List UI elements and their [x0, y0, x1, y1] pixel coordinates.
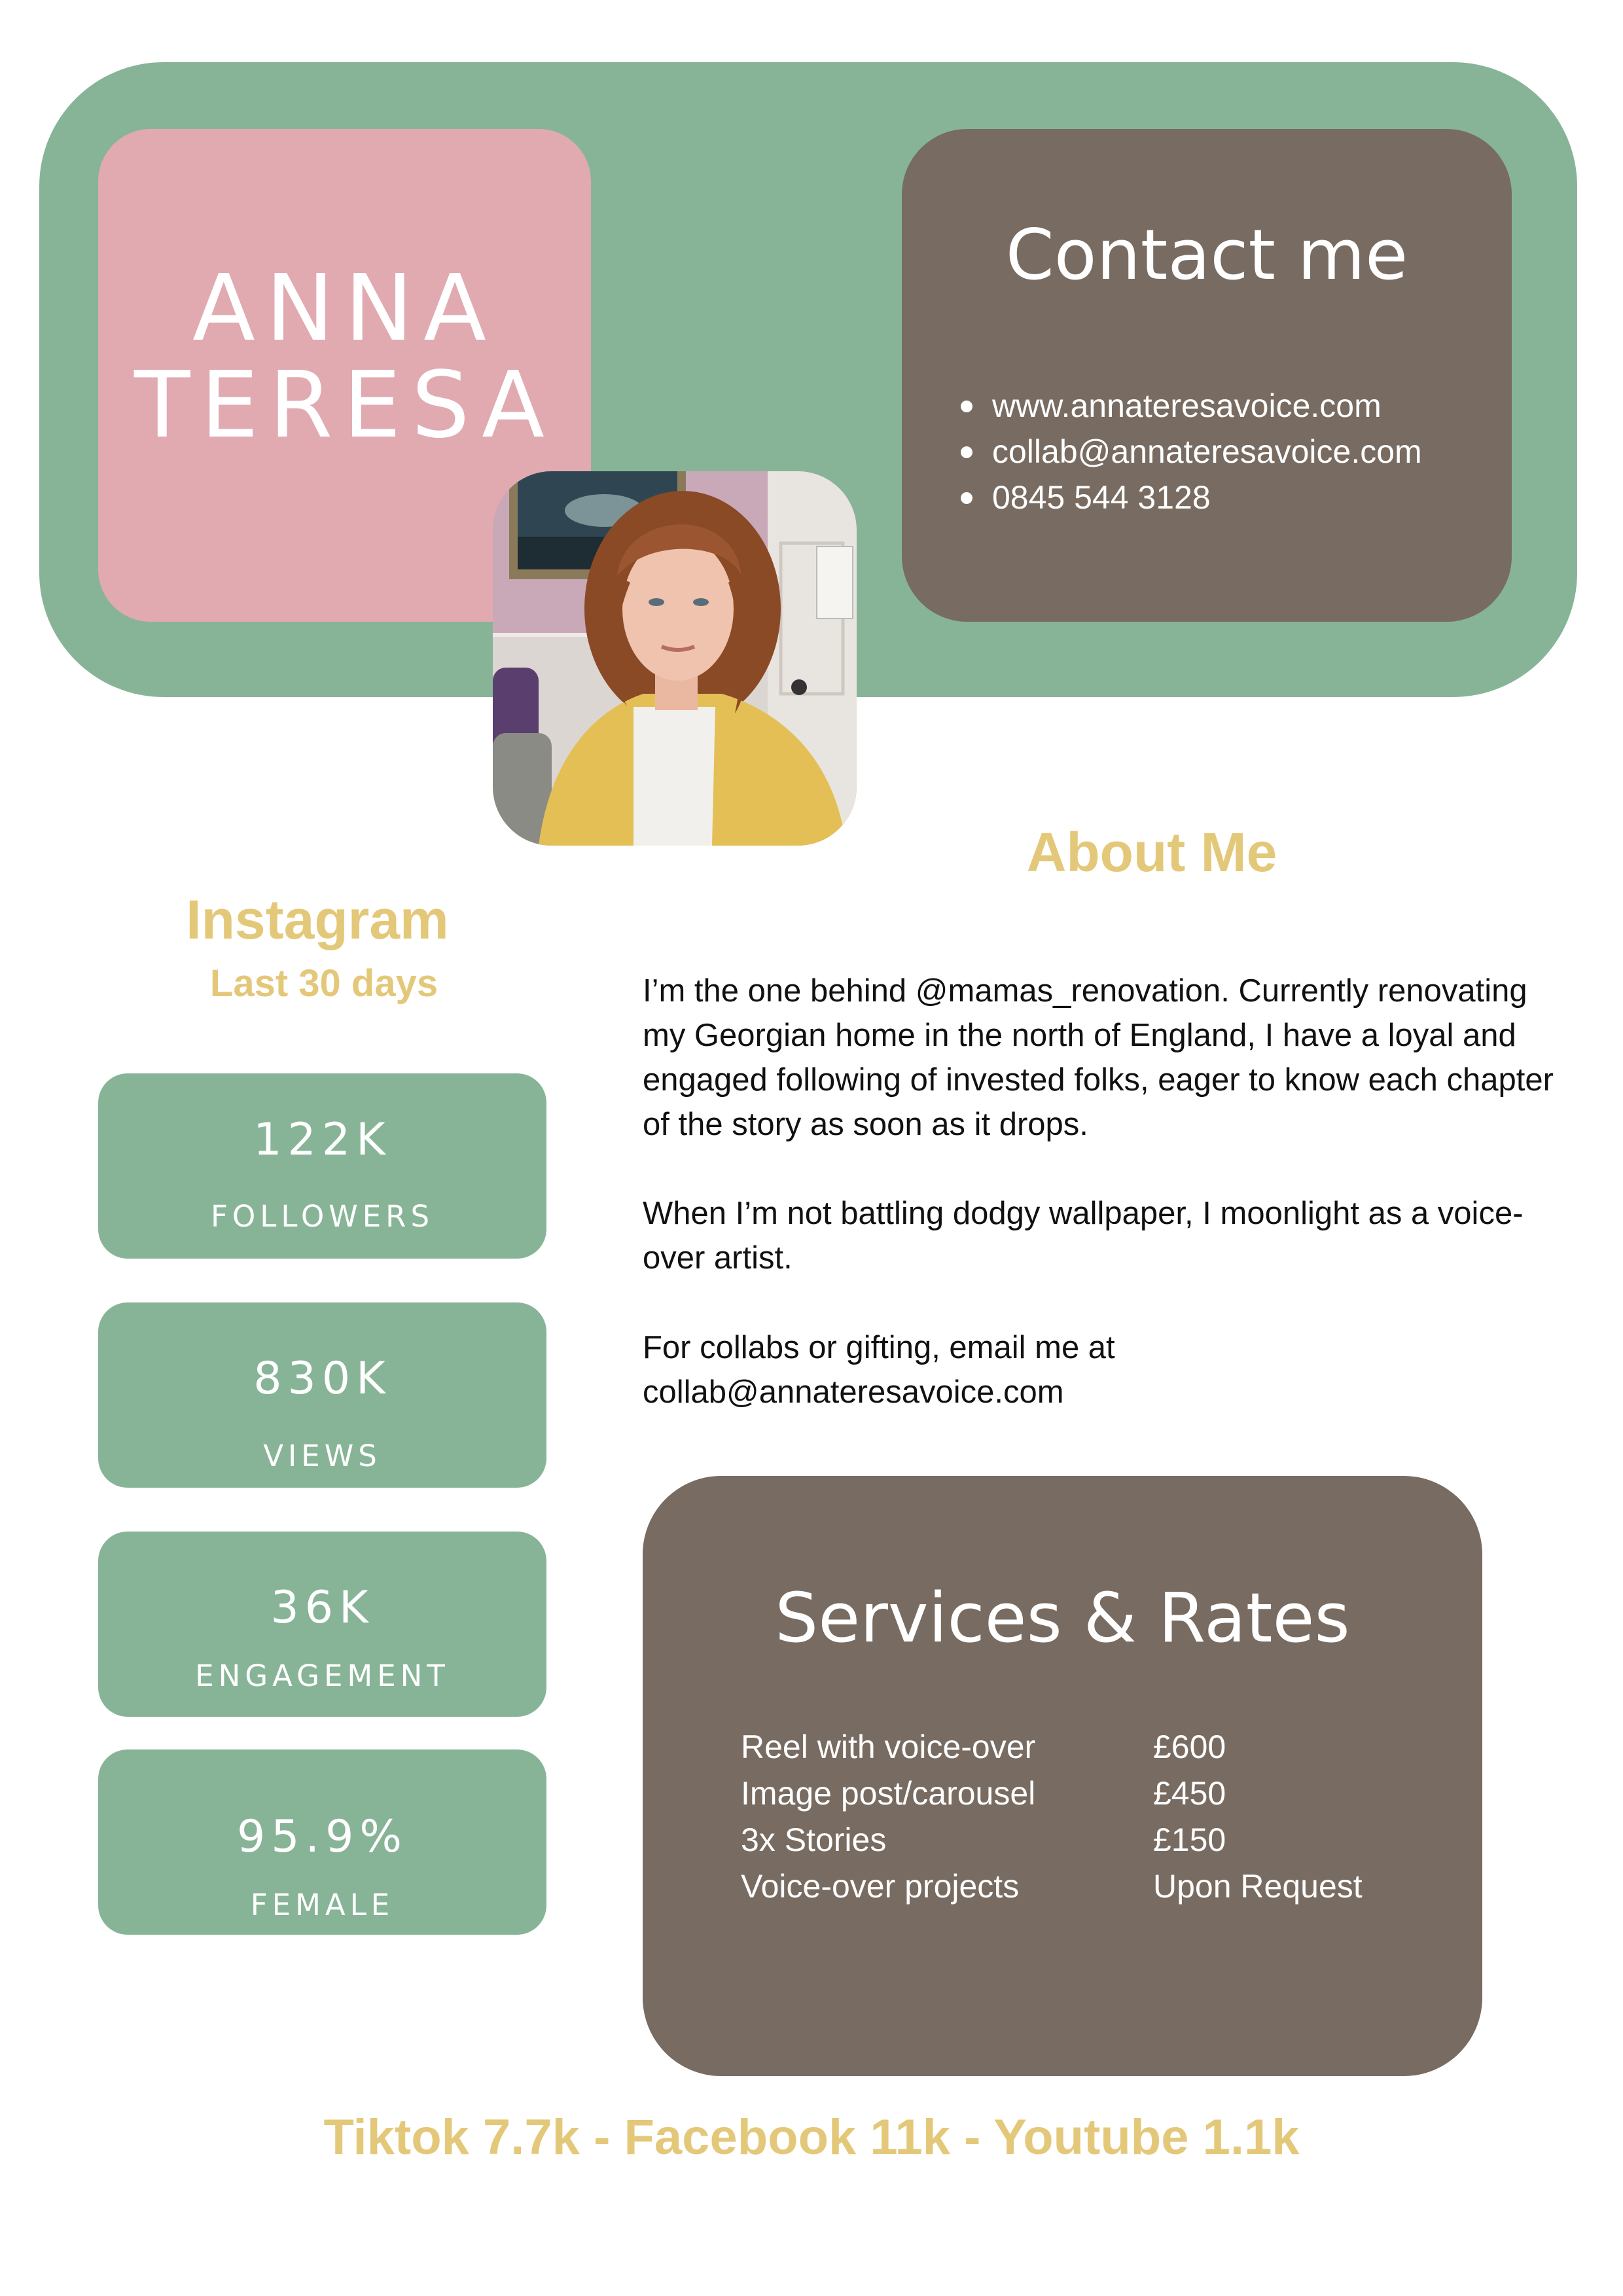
instagram-title: Instagram	[186, 889, 449, 950]
rate-service: Image post/carousel	[741, 1775, 1036, 1812]
stat-card-female	[98, 1749, 546, 1935]
stat-card-followers	[98, 1073, 546, 1259]
stat-label: FOLLOWERS	[210, 1199, 435, 1234]
stat-value: 830K	[253, 1353, 391, 1405]
stat-value: 122K	[253, 1114, 391, 1166]
instagram-subtitle: Last 30 days	[209, 962, 438, 1005]
about-paragraph-1: I’m the one behind @mamas_renovation. Currently renovating my Georgian home in the north of England, I have a loyal and engaged following of invested folks, eager to know each chapter of the story as soon as it drops.	[643, 973, 1554, 1142]
stat-card-views	[98, 1302, 546, 1488]
rate-price: Upon Request	[1153, 1868, 1363, 1905]
about-paragraph-2: When I’m not battling dodgy wallpaper, I moonlight as a voice-over artist.	[643, 1196, 1524, 1276]
name-first: ANNA	[192, 255, 497, 362]
bullet-icon	[961, 492, 972, 504]
stat-label: FEMALE	[250, 1888, 395, 1922]
services-title: Services & Rates	[775, 1578, 1350, 1658]
about-title: About Me	[1026, 821, 1277, 883]
contact-title: Contact me	[1005, 215, 1408, 295]
stat-value: 95.9%	[236, 1811, 408, 1863]
rate-service: 3x Stories	[741, 1821, 887, 1858]
bullet-icon	[961, 401, 972, 412]
stat-label: VIEWS	[263, 1439, 382, 1473]
bullet-icon	[961, 446, 972, 458]
stat-card-engagement	[98, 1532, 546, 1717]
contact-list	[961, 383, 1422, 520]
rate-service: Voice-over projects	[741, 1868, 1020, 1905]
contact-card	[902, 129, 1512, 622]
about-paragraph-3: For collabs or gifting, email me at collab@annateresavoice.com	[643, 1330, 1115, 1410]
services-card	[643, 1476, 1482, 2076]
contact-website[interactable]: www.annateresavoice.com	[961, 383, 1422, 429]
rate-price: £600	[1153, 1729, 1226, 1765]
rate-price: £450	[1153, 1775, 1226, 1812]
contact-phone[interactable]: 0845 544 3128	[961, 475, 1422, 520]
contact-email[interactable]: collab@annateresavoice.com	[961, 429, 1422, 475]
footer-socials: Tiktok 7.7k - Facebook 11k - Youtube 1.1k	[323, 2109, 1300, 2165]
stat-label: ENGAGEMENT	[195, 1659, 450, 1693]
name-last: TERESA	[134, 352, 555, 459]
stat-value: 36K	[270, 1582, 374, 1634]
rate-service: Reel with voice-over	[741, 1729, 1036, 1765]
profile-photo	[493, 471, 857, 846]
rate-price: £150	[1153, 1821, 1226, 1858]
